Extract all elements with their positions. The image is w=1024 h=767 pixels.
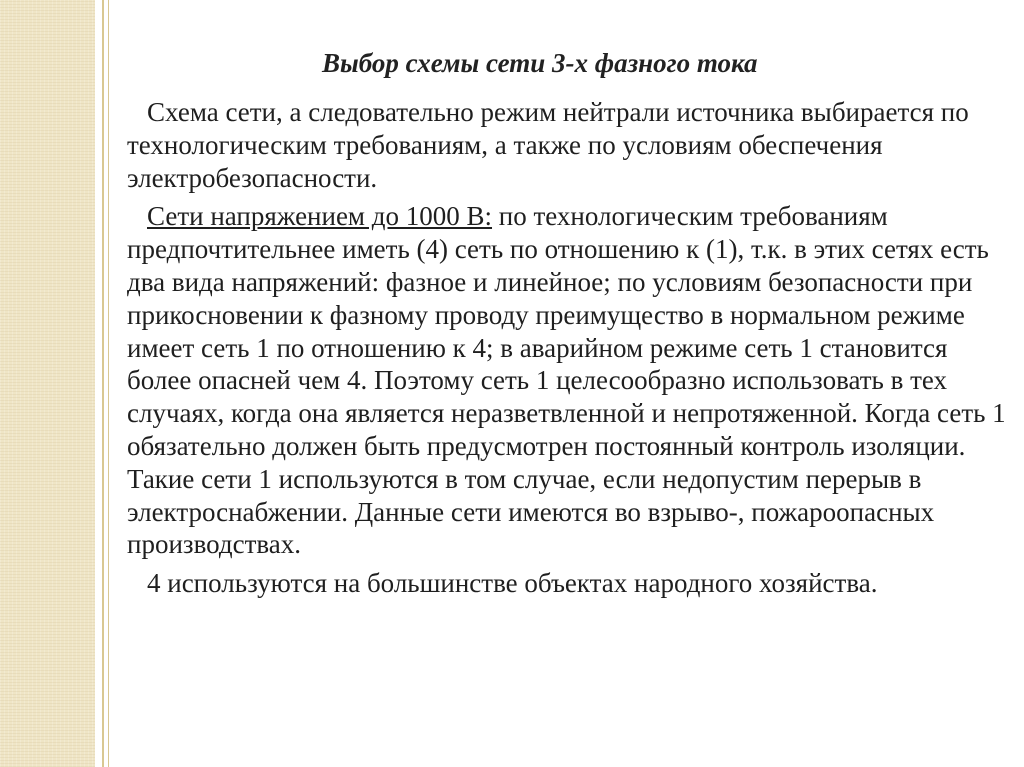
paragraph-scheme-selection: Схема сети, а следовательно режим нейтрали источника выбирается по технологическим требованиям, а также по условиям обеспечения электробезопасности. bbox=[127, 97, 969, 193]
slide-body bbox=[127, 96, 1012, 600]
paragraph-lead-underlined: Сети напряжением до 1000 В: bbox=[147, 201, 493, 232]
decorative-side-band bbox=[0, 0, 95, 767]
paragraph-networks-body: по технологическим требованиям предпочтительнее иметь (4) сеть по отношению к (1), т.к. в этих сетях есть два вида напряжений: фазное и линейное; по условиям безопасности при прикосновении к фазному проводу преимущество в нормальном режиме имеет сеть 1 по отношению к 4; в аварийном режиме сеть 1 становится более опасней чем 4. Поэтому сеть 1 целесообразно использовать в тех случаях, когда она является неразветвленной и непротяженной. Когда сеть 1 обязательно должен быть предусмотрен постоянный контроль изоляции. Такие сети 1 используются в том случае, если недопустим перерыв в электроснабжении. Данные сети имеются во взрыво-, пожароопасных производствах. bbox=[127, 201, 1006, 560]
paragraph-network-4-usage: 4 используются на большинстве объектах народного хозяйства. bbox=[147, 568, 878, 599]
slide-title: Выбор схемы сети 3-х фазного тока bbox=[322, 48, 758, 78]
decorative-divider-line-thin bbox=[108, 0, 109, 767]
slide-content bbox=[127, 42, 1012, 600]
paragraph-networks-up-to-1000v bbox=[127, 200, 1012, 561]
decorative-divider-line bbox=[102, 0, 104, 767]
